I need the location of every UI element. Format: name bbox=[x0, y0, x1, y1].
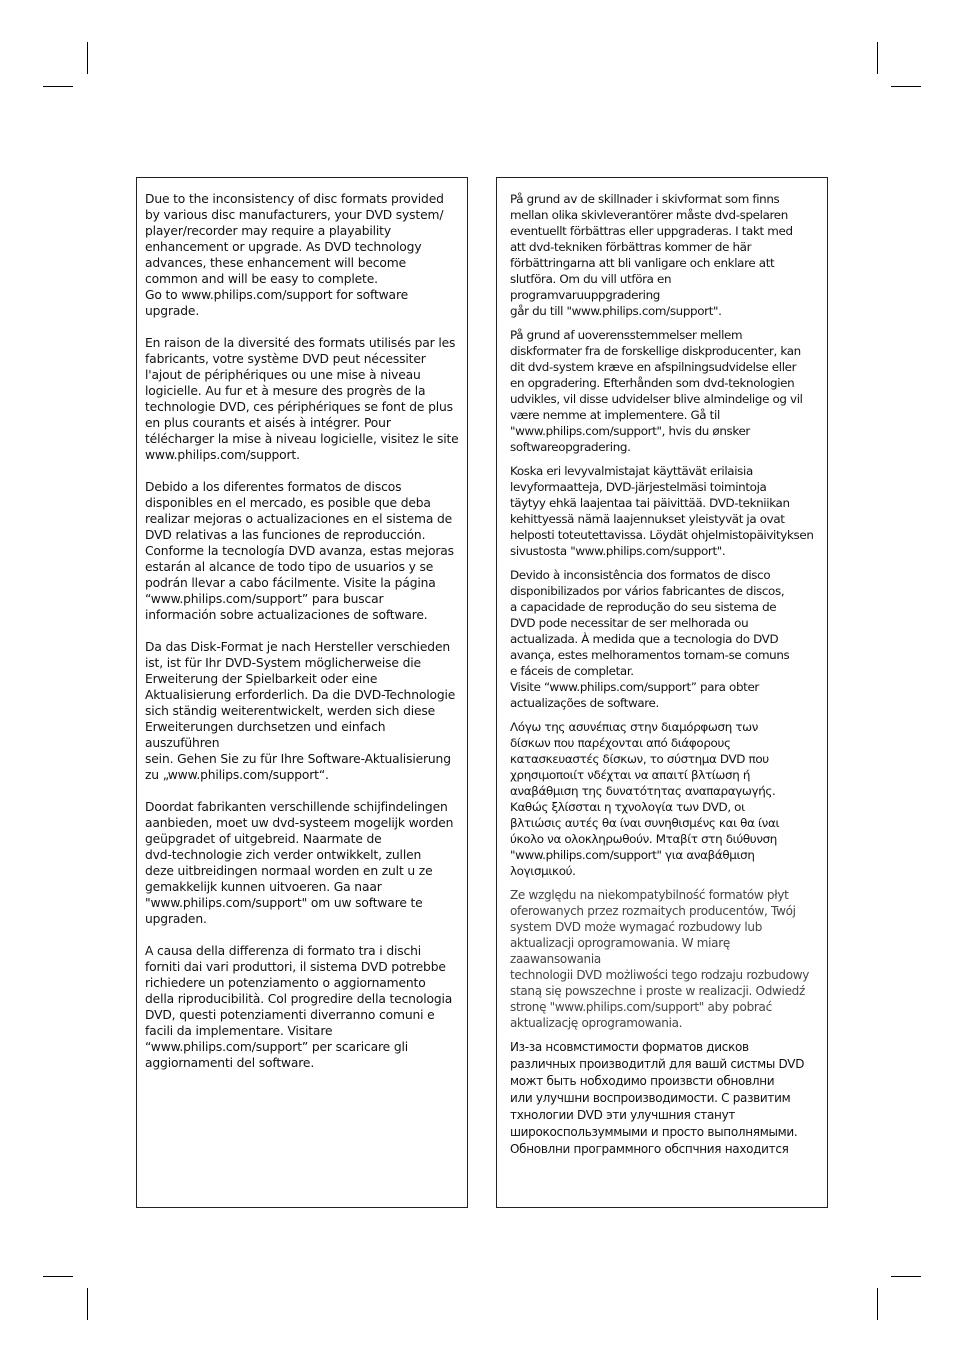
left-text-column bbox=[136, 177, 468, 1208]
crop-mark-top-left-horizontal bbox=[43, 86, 73, 87]
crop-mark-top-right-vertical bbox=[877, 42, 878, 74]
crop-mark-top-right-horizontal bbox=[891, 86, 921, 87]
paragraph-greek: Λόγω της ασυνέπιας στην διαμόρφωση των δίσκων που παρέχονται από διάφορους κατασκευαστές δίσκων, το σύστημα DVD που χρησιμοποιίτ νδέχται να απαιτί βλτίωση ή αναβάθμιση της δυνατότητας αναπαραγωγής. Καθώς ξλίσσται η τχνολογία των DVD, οι βλτιώσις αυτές θα ίναι συνηθισμένς και θα ίναι ύκολο να ολοκληρωθούν. Μταβίτ στη διύθυνση "www.philips.com/support" για αναβάθμιση λογισμικού. bbox=[510, 720, 780, 878]
paragraph-spanish: Debido a los diferentes formatos de discos disponibles en el mercado, es posible que deba realizar mejoras o actualizaciones en el sistema de DVD relativas a las funciones de reproducción. Conforme la tecnología DVD avanza, estas mejoras estarán al alcance de todo tipo de usuarios y se podrán llevar a cabo fácilmente. Visite la página “www.philips.com/support” para buscar información sobre actualizaciones de software. bbox=[145, 480, 454, 622]
paragraph-portuguese: Devido à inconsistência dos formatos de disco disponibilizados por vários fabricantes de discos, a capacidade de reprodução do seu sistema de DVD pode necessitar de ser melhorada ou actualizada. À medida que a tecnologia do DVD avança, estes melhoramentos tornam-se comuns e fáceis de completar. Visite “www.philips.com/support” para obter actualizações de software. bbox=[510, 568, 790, 710]
paragraph-english: Due to the inconsistency of disc formats provided by various disc manufacturers, your DVD system/ player/recorder may require a playability enhancement or upgrade. As DVD technology advances, these enhancement will become common and will be easy to complete. Go to www.philips.com/support for software upgrade. bbox=[145, 192, 444, 318]
crop-mark-bottom-left-vertical bbox=[87, 1288, 88, 1320]
paragraph-german: Da das Disk-Format je nach Hersteller verschieden ist, ist für Ihr DVD-System möglicherweise die Erweiterung der Spielbarkeit oder eine Aktualisierung erforderlich. Da die DVD-Technologie sich ständig weiterentwickelt, werden sich diese Erweiterungen durchsetzen und einfach auszuführen sein. Gehen Sie zu für Ihre Software-Aktualisierung zu „www.philips.com/support“. bbox=[145, 640, 456, 782]
crop-mark-bottom-right-horizontal bbox=[891, 1276, 921, 1277]
right-text-column bbox=[496, 177, 828, 1208]
paragraph-polish: Ze względu na niekompatybilność formatów płyt oferowanych przez rozmaitych producentów, Twój system DVD może wymagać rozbudowy lub aktualizacji oprogramowania. W miarę zaawansowania technologii DVD możliwości tego rodzaju rozbudowy staną się powszechne i proste w realizacji. Odwiedź stronę "www.philips.com/support" aby pobrać aktualizację oprogramowania. bbox=[510, 888, 810, 1030]
crop-mark-top-left-vertical bbox=[87, 42, 88, 74]
paragraph-swedish: På grund av de skillnader i skivformat som finns mellan olika skivleverantörer måste dvd-spelaren eventuellt förbättras eller uppgraderas. I takt med att dvd-tekniken förbättras kommer de här förbättringarna att bli vanligare och enklare att slutföra. Om du vill utföra en programvaruuppgradering går du till "www.philips.com/support". bbox=[510, 192, 793, 318]
paragraph-french: En raison de la diversité des formats utilisés par les fabricants, votre système DVD peut nécessiter l'ajout de périphériques ou une mise à niveau logicielle. Au fur et à mesure des progrès de la technologie DVD, ces périphériques se font de plus en plus courants et aisés à intégrer. Pour télécharger la mise à niveau logicielle, visitez le site www.philips.com/support. bbox=[145, 336, 459, 462]
paragraph-dutch: Doordat fabrikanten verschillende schijfindelingen aanbieden, moet uw dvd-systeem mogelijk worden geüpgradet of uitgebreid. Naarmate de dvd-technologie zich verder ontwikkelt, zullen deze uitbreidingen normaal worden en zult u ze gemakkelijk kunnen uitvoeren. Ga naar "www.philips.com/support" om uw software te upgraden. bbox=[145, 800, 454, 926]
paragraph-russian: Из-за нсовмстимости форматов дисков различных производитлй для вашй систмы DVD можт быть нобходимо произвсти обновлни или улучшни воспроизводимости. С развитим тхнологии DVD эти улучшния станут широкоспользуммыми и просто выполнямыми. Обновлни программного обспчния находится bbox=[510, 1040, 805, 1156]
crop-mark-bottom-left-horizontal bbox=[43, 1276, 73, 1277]
paragraph-finnish: Koska eri levyvalmistajat käyttävät erilaisia levyformaatteja, DVD-järjestelmäsi toimintoja täytyy ehkä laajentaa tai päivittää. DVD-tekniikan kehittyessä nämä laajennukset yleistyvät ja ovat helposti toteutettavissa. Löydät ohjelmistopäivityksen sivustosta "www.philips.com/support". bbox=[510, 464, 814, 558]
crop-mark-bottom-right-vertical bbox=[877, 1288, 878, 1320]
paragraph-danish: På grund af uoverensstemmelser mellem diskformater fra de forskellige diskproducenter, kan dit dvd-system kræve en afspilningsudvidelse eller en opgradering. Efterhånden som dvd-teknologien udvikles, vil disse udvidelser blive almindelige og vil være nemme at implementere. Gå til "www.philips.com/support", hvis du ønsker softwareopgradering. bbox=[510, 328, 803, 454]
paragraph-italian: A causa della differenza di formato tra i dischi forniti dai vari produttori, il sistema DVD potrebbe richiedere un potenziamento o aggiornamento della riproducibilità. Col progredire della tecnologia DVD, questi potenziamenti diverranno comuni e facili da implementare. Visitare “www.philips.com/support” per scaricare gli aggiornamenti del software. bbox=[145, 944, 453, 1070]
